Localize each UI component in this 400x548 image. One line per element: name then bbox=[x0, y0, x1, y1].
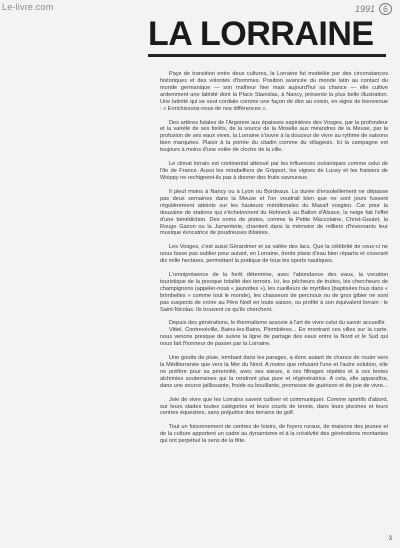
body-text bbox=[160, 71, 388, 452]
paragraph: Pays de transition entre deux cultures, la Lorraine fut modelée par des circonstances historiques et des volontés d'hommes. Position avancée du monde latin au contact du monde germanique — son malheur hier mais aujourd'hui sa chance — elle cultive ardemment une latinité dont la Place Stanislas, à Nancy, présente la plus belle illustration. Une latinité qui se veut cordiale comme une façon de dire au voisin, en signe de bienvenue : « Enrichissons-nous de nos différences ». bbox=[160, 71, 388, 112]
paragraph: Une goutte de pluie, tombant dans les parages, a donc autant de chance de rouler vers la Méditerranée que vers la Mer du Nord. A moins que refusant l'une et l'autre solution, elle ne préfère pour sa pérennité, avec ses sœurs, à ces filtrages répétés et à ces lentes alchimies souterraines qui la rendront plus pure et régénératrice. A cela, elle apparaîtra, dans une source jaillissante, froide ou bouillante, promesse de guérison et de joie de vivre... bbox=[160, 354, 388, 389]
watermark: Le-livre.com bbox=[2, 2, 54, 12]
paragraph: Il pleut moins à Nancy ou à Lyon ou Bordeaux. La durée d'ensoleillement ne dépasse pas deux semaines dans la Meuse et l'on voudrait bien que ne sont jours fussent régulièrement atteints sur les hauteurs méridionales du Massif vosgien. Car pour la douzaine de stations qui s'échelonnent du Hohneck au Ballon d'Alsace, la neige fait l'effet d'une bénédiction. Des noms de pistes, comme la Petite Maccolaine, Christ-Goutet, la Rouge Gazon ou la Jumenterie, chantent dans la mémoire de milliers d'hivernants leur musique évocatrice de poudreuses dilatées. bbox=[160, 188, 388, 237]
title-underline bbox=[148, 54, 386, 57]
page-number: 3 bbox=[388, 536, 392, 542]
paragraph: Depuis des générations, le thermalisme associe à l'art de vivre celui du savoir accueillir. bbox=[169, 320, 386, 327]
paragraph: Le climat lorrain est continental atténué par les influences océaniques comme celui de l'Ile de France. Aussi les mirabelliers de Gripport, les vignes de Lucey et les fraisiers de Woippy ne rechignent-ils pas à donner des fruits savoureux. bbox=[160, 161, 388, 181]
paragraph: Joie de vivre que les Lorrains savent cultiver et communiquer. Comme sportifs d'abord, sur leurs stades toutes catégories et leurs courts de tennis, dans leurs piscines et leurs centres équestres, sans préjudice des terrains de golf. bbox=[160, 396, 388, 417]
paragraph: Tout un foisonnement de centres de loisirs, de foyers ruraux, de maisons des jeunes et de la culture apportent un cadre au dynamisme et à la créativité des générations montantes qui ont perpétué la sens de la fête. bbox=[160, 424, 388, 445]
page-title: LA LORRAINE bbox=[148, 15, 374, 53]
paragraph: Vittel, Contrexéville, Bains-les-Bains, Plombières... En montrant ces villes sur la carte, nous venons presque de suivre la ligne de partage des eaux entre la Nord et le Sud qui nous fait l'honneur de passer par la Lorraine. bbox=[160, 327, 388, 348]
paragraph: Les Vosges, c'est aussi Gérardmer et sa vallée des lacs. Que la célébrité de ceux-ci ne nous fasse pas oublier pour autant, en Lorraine, trente plans d'eau bien répartis et couvrant dix mille hectares, permettant la pratique de tous les sports nautiques. bbox=[160, 244, 388, 265]
handwritten-note: 1991 bbox=[354, 4, 375, 14]
paragraph: Des artères futales de l'Argonne aux épaisses sapinières des Vosges, par la profondeur et la variété de ses forêts, de la source de la Moselle aux méandres de la Meuse, par la profusion de ses eaux vives, la Lorraine s'ouvre à la douceur de vivre au rythme de saisons bien marquées. Plaisir à la portée du citadin comme du villageois. Ici la campagne est toujours à moins d'une volée de cloche de la ville. bbox=[160, 119, 388, 154]
circled-number: 6 bbox=[379, 3, 392, 15]
paragraph: L'omniprésence de la forêt détermine, avec l'abondance des eaux, la vocation touristique de la presque totalité des terroirs. Ici, les pêcheurs de truites, les chercheurs de champignons (appeler-nous « jaunottes »), les cueilleurs de myrtilles (baptisées fous dans « brimbelles » comme tout le monde), les chasseurs de percnoux ou de gros gibier ne sont pas suspects de croire au Père Noël en toute saison, ou profité à son équivalent lorrain : le Saint-Nicolas. Ils trouvent ce qu'ils cherchent. bbox=[160, 271, 388, 313]
